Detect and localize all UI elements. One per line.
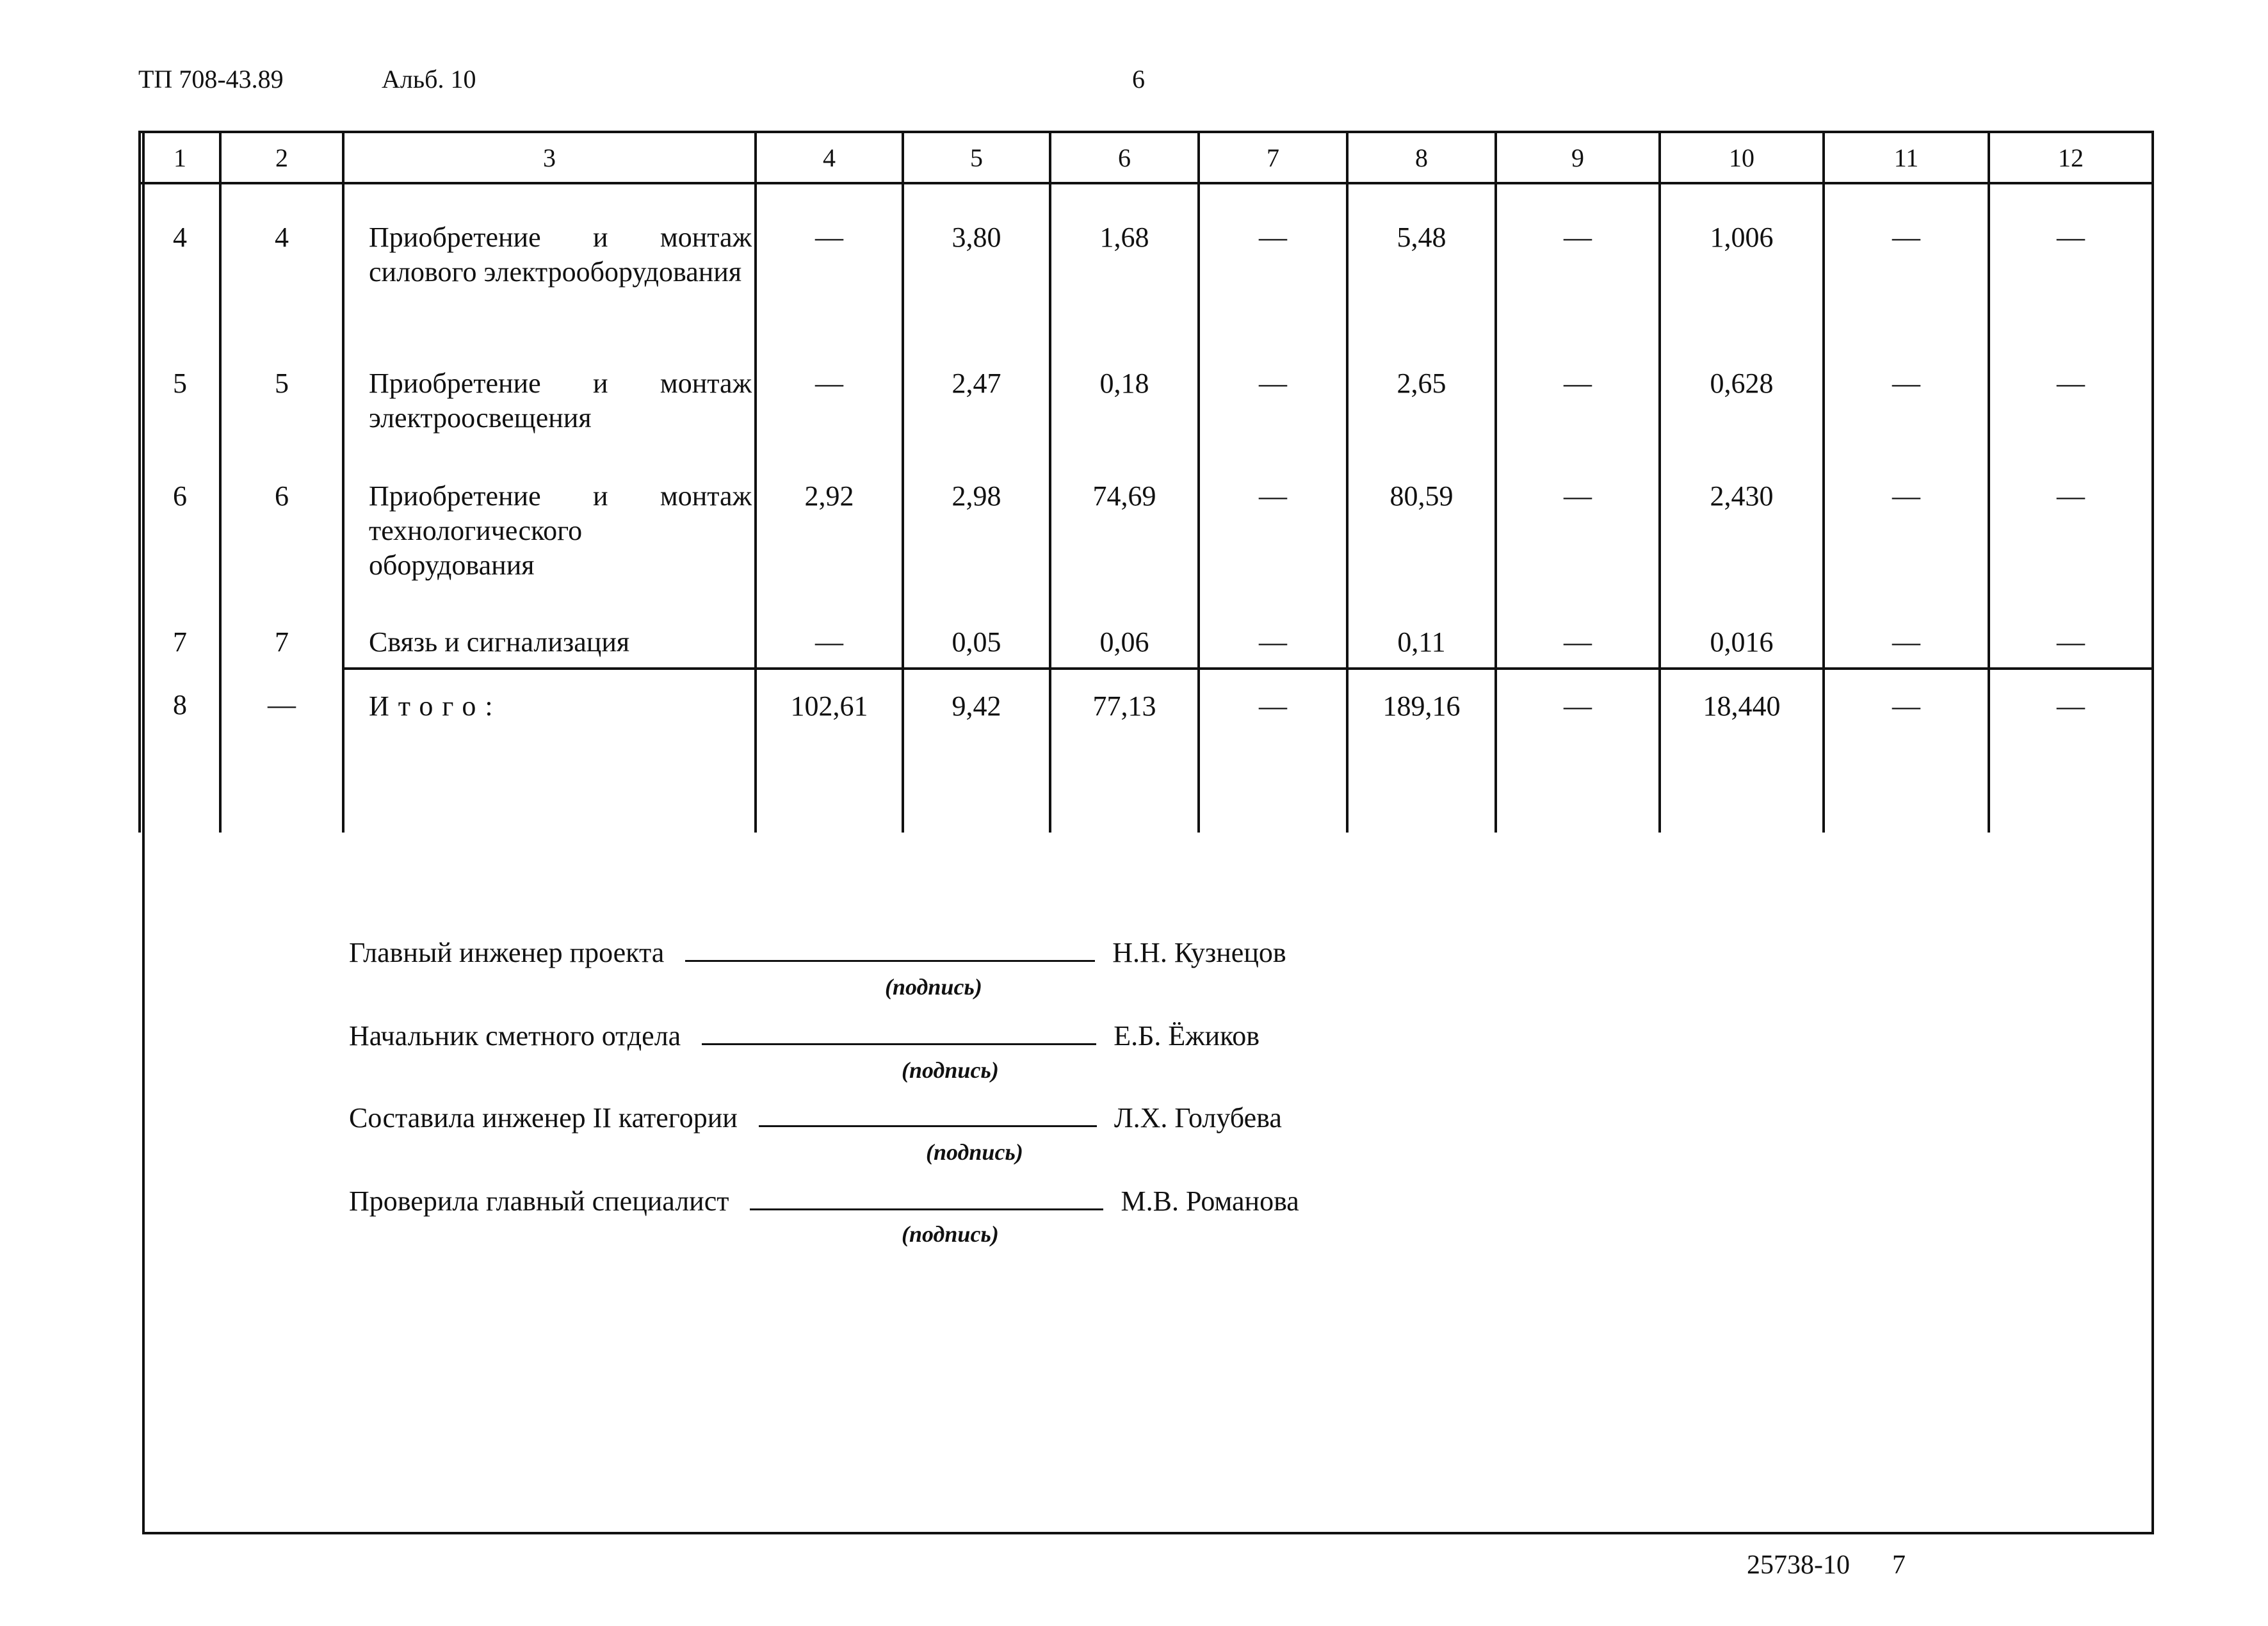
table-cell: — <box>1824 669 1989 833</box>
table-cell: — <box>756 183 903 330</box>
table-cell: — <box>756 589 903 669</box>
table-cell: 0,016 <box>1660 589 1824 669</box>
table-cell: Приобретение и монтаж технологического оборудования <box>343 443 756 589</box>
table-cell: 9,42 <box>903 669 1050 833</box>
table-cell: — <box>1496 669 1660 833</box>
table-cell: 2,92 <box>756 443 903 589</box>
estimate-table <box>138 131 2154 833</box>
table-cell: 5 <box>220 330 343 443</box>
table-cell: 2,47 <box>903 330 1050 443</box>
table-cell: — <box>1199 589 1347 669</box>
table-cell: 77,13 <box>1050 669 1199 833</box>
signature-line-checked-by <box>349 1185 1299 1217</box>
table-cell: Связь и сигнализация <box>343 589 756 669</box>
table-row <box>140 443 2153 589</box>
table-row <box>140 589 2153 669</box>
table-cell: 2,430 <box>1660 443 1824 589</box>
signature-role: Главный инженер проекта <box>349 937 665 968</box>
signature-line-estimate-head <box>349 1020 1260 1052</box>
column-header: 4 <box>756 132 903 183</box>
table-cell: 5,48 <box>1347 183 1496 330</box>
table-cell: 2,98 <box>903 443 1050 589</box>
table-cell: 80,59 <box>1347 443 1496 589</box>
signature-role: Составила инженер II категории <box>349 1102 738 1134</box>
table-row <box>140 183 2153 330</box>
table-cell: 6 <box>220 443 343 589</box>
footer-document-code: 25738-10 <box>1747 1550 1850 1580</box>
total-label: Итого: <box>343 669 756 833</box>
signature-name: Н.Н. Кузнецов <box>1112 937 1286 968</box>
column-header: 11 <box>1824 132 1989 183</box>
table-cell: — <box>1199 669 1347 833</box>
table-cell: 0,05 <box>903 589 1050 669</box>
table-row <box>140 330 2153 443</box>
table-cell: Приобретение и монтаж силового электрооборудования <box>343 183 756 330</box>
table-cell: 0,18 <box>1050 330 1199 443</box>
footer-page-number: 7 <box>1892 1550 1906 1580</box>
signature-name: М.В. Романова <box>1121 1185 1299 1217</box>
signature-caption: (подпись) <box>926 1139 1023 1165</box>
column-header: 5 <box>903 132 1050 183</box>
signature-role: Проверила главный специалист <box>349 1185 729 1217</box>
table-cell: 1,68 <box>1050 183 1199 330</box>
table-cell: — <box>1989 183 2153 330</box>
signature-caption: (подпись) <box>902 1221 999 1247</box>
table-cell: — <box>220 669 343 833</box>
table-cell: 3,80 <box>903 183 1050 330</box>
table-cell: — <box>1824 589 1989 669</box>
table-cell: — <box>1496 183 1660 330</box>
table-cell: 74,69 <box>1050 443 1199 589</box>
table-cell: — <box>1989 443 2153 589</box>
table-cell: 6 <box>140 443 220 589</box>
table-cell: 4 <box>140 183 220 330</box>
column-header: 6 <box>1050 132 1199 183</box>
total-row <box>140 669 2153 833</box>
table-cell: — <box>1496 443 1660 589</box>
table-cell: 0,11 <box>1347 589 1496 669</box>
column-header: 3 <box>343 132 756 183</box>
signature-underline <box>750 1208 1103 1210</box>
table-cell: — <box>1496 330 1660 443</box>
signature-underline <box>702 1043 1096 1045</box>
column-header: 2 <box>220 132 343 183</box>
table-cell: 4 <box>220 183 343 330</box>
column-header: 9 <box>1496 132 1660 183</box>
table-cell: — <box>1496 589 1660 669</box>
table-cell: — <box>1199 330 1347 443</box>
page-number: 6 <box>1132 65 1145 93</box>
table-cell: 18,440 <box>1660 669 1824 833</box>
table-cell: — <box>1824 330 1989 443</box>
signature-name: Е.Б. Ёжиков <box>1114 1020 1260 1052</box>
table-cell: — <box>1824 443 1989 589</box>
table-cell: 189,16 <box>1347 669 1496 833</box>
signature-line-chief-engineer <box>349 936 1286 969</box>
table-cell: 7 <box>140 589 220 669</box>
column-number-row <box>140 132 2153 183</box>
table-cell: 0,628 <box>1660 330 1824 443</box>
column-header: 10 <box>1660 132 1824 183</box>
table-cell: — <box>1989 669 2153 833</box>
column-header: 7 <box>1199 132 1347 183</box>
table-cell: 2,65 <box>1347 330 1496 443</box>
signature-underline <box>759 1125 1097 1127</box>
signature-caption: (подпись) <box>885 974 982 1000</box>
table-cell: — <box>756 330 903 443</box>
column-header: 8 <box>1347 132 1496 183</box>
signature-caption: (подпись) <box>902 1057 999 1083</box>
table-cell: 8 <box>140 669 220 833</box>
table-cell: — <box>1989 589 2153 669</box>
signature-role: Начальник сметного отдела <box>349 1020 681 1052</box>
table-cell: 5 <box>140 330 220 443</box>
table-cell: 1,006 <box>1660 183 1824 330</box>
column-header: 1 <box>140 132 220 183</box>
table-cell: Приобретение и монтаж электроосвещения <box>343 330 756 443</box>
table-cell: 0,06 <box>1050 589 1199 669</box>
table-cell: — <box>1199 183 1347 330</box>
column-header: 12 <box>1989 132 2153 183</box>
signature-line-compiled-by <box>349 1102 1282 1134</box>
table-cell: — <box>1199 443 1347 589</box>
signature-name: Л.Х. Голубева <box>1114 1102 1282 1134</box>
document-code: ТП 708-43.89 <box>138 65 284 93</box>
table-cell: — <box>1824 183 1989 330</box>
album-number: Альб. 10 <box>382 65 476 93</box>
signature-underline <box>685 960 1095 962</box>
table-cell: — <box>1989 330 2153 443</box>
table-cell: 102,61 <box>756 669 903 833</box>
table-cell: 7 <box>220 589 343 669</box>
